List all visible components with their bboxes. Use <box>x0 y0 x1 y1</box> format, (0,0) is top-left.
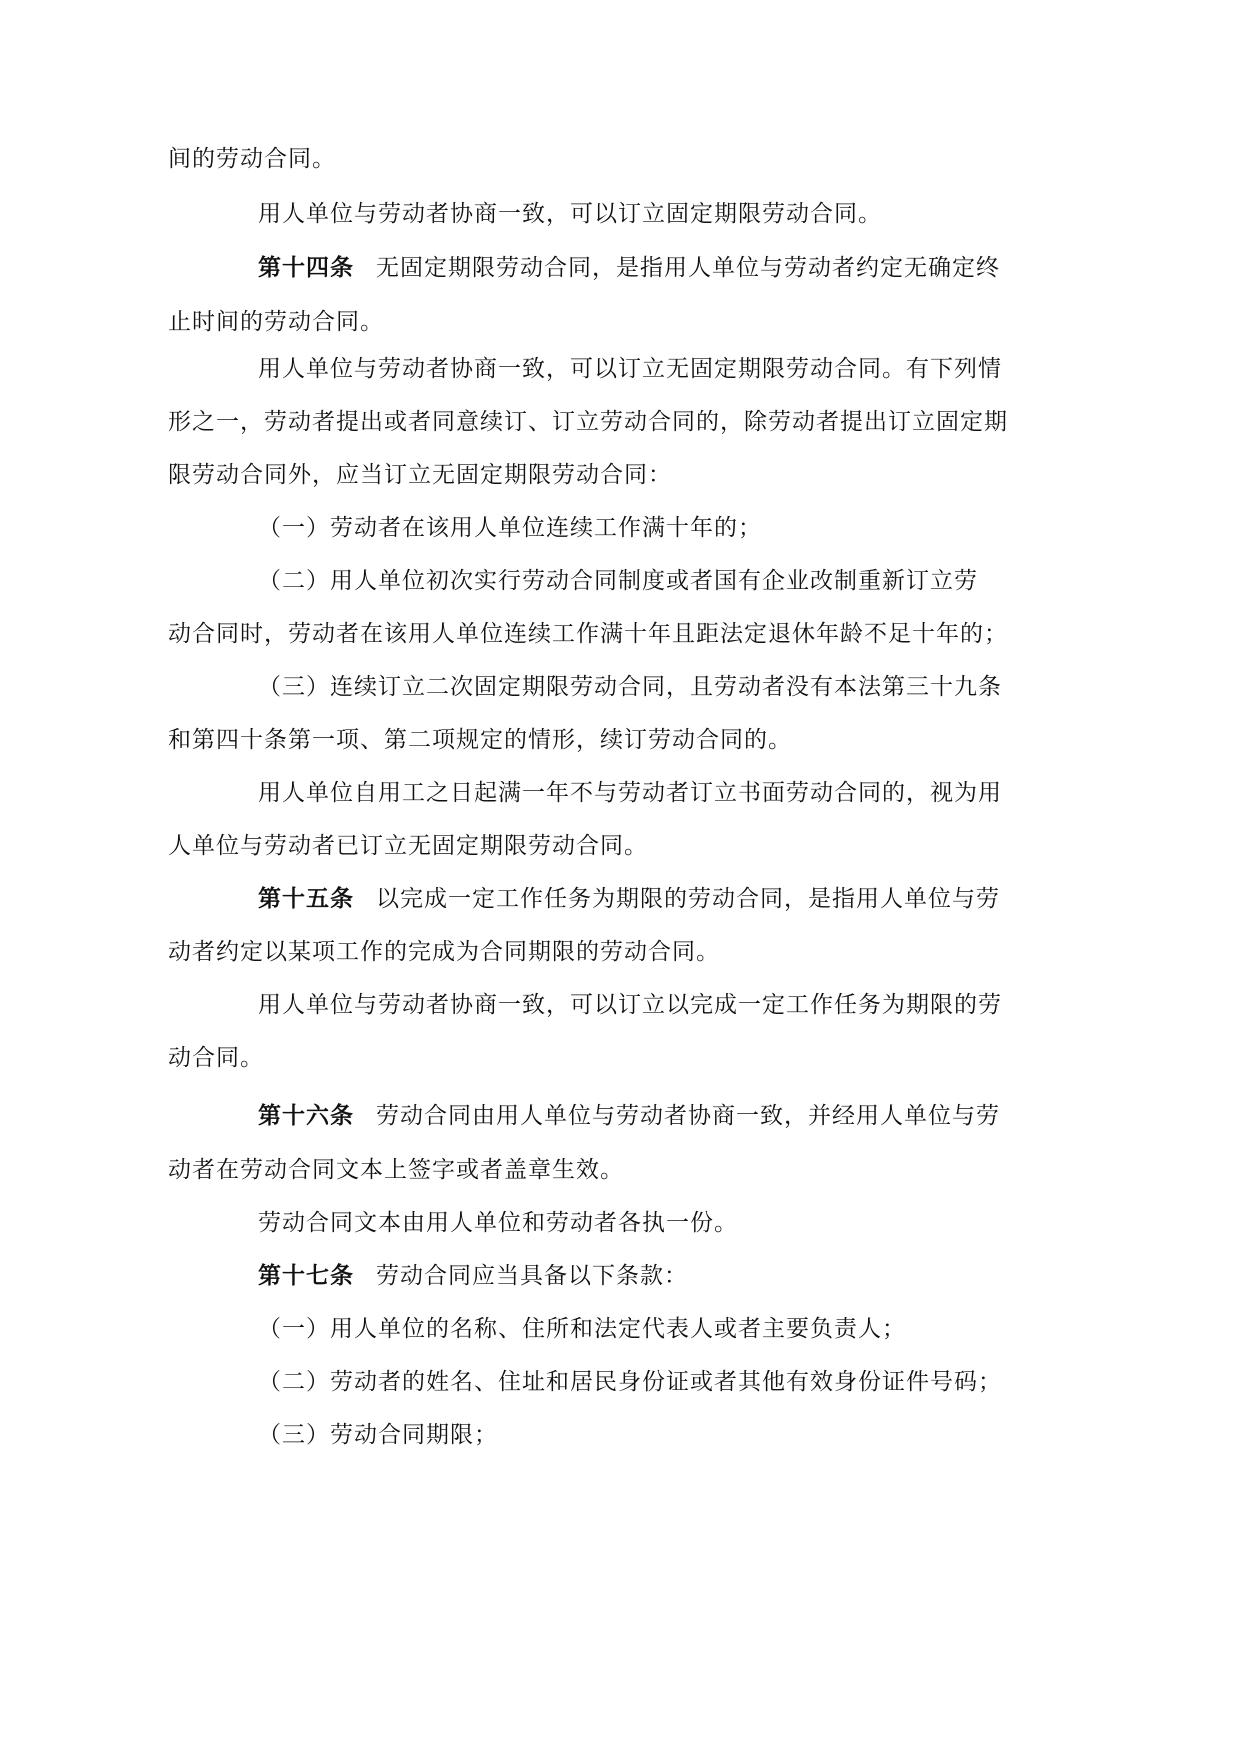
text-line <box>168 307 384 337</box>
text-line <box>168 937 720 967</box>
text-line <box>258 199 882 229</box>
text-line <box>168 407 1008 437</box>
line-text: 劳动合同文本由用人单位和劳动者各执一份。 <box>258 1210 738 1236</box>
text-line <box>168 725 792 755</box>
line-text: （一）劳动者在该用人单位连续工作满十年的； <box>258 515 762 541</box>
article-heading-line <box>258 884 1000 914</box>
line-text: 动合同。 <box>168 1045 264 1071</box>
article-label: 第十五条 <box>258 886 354 912</box>
line-text: 动者约定以某项工作的完成为合同期限的劳动合同。 <box>168 939 720 965</box>
text-line <box>258 354 1002 384</box>
line-text: 动者在劳动合同文本上签字或者盖章生效。 <box>168 1157 624 1183</box>
list-item <box>258 1314 906 1344</box>
article-heading-line <box>258 1101 1000 1131</box>
list-item <box>258 672 1002 702</box>
list-item <box>258 1367 1002 1397</box>
line-text: 止时间的劳动合同。 <box>168 309 384 335</box>
line-text: 间的劳动合同。 <box>168 146 336 172</box>
line-text: 用人单位与劳动者协商一致，可以订立无固定期限劳动合同。有下列情 <box>258 356 1002 382</box>
text-line <box>168 460 672 490</box>
line-text: 劳动合同应当具备以下条款： <box>376 1263 688 1289</box>
line-text: 人单位与劳动者已订立无固定期限劳动合同。 <box>168 833 648 859</box>
text-line <box>258 1208 738 1238</box>
list-item <box>258 566 978 596</box>
line-text: 劳动合同由用人单位与劳动者协商一致，并经用人单位与劳 <box>376 1103 1000 1129</box>
line-text: 限劳动合同外，应当订立无固定期限劳动合同： <box>168 462 672 488</box>
line-text: 以完成一定工作任务为期限的劳动合同，是指用人单位与劳 <box>376 886 1000 912</box>
line-text: （一）用人单位的名称、住所和法定代表人或者主要负责人； <box>258 1316 906 1342</box>
text-line <box>168 144 336 174</box>
article-label: 第十四条 <box>258 255 354 281</box>
text-line <box>258 990 1002 1020</box>
line-text: 用人单位与劳动者协商一致，可以订立固定期限劳动合同。 <box>258 201 882 227</box>
article-label: 第十六条 <box>258 1103 354 1129</box>
text-line <box>168 1155 624 1185</box>
line-text: 用人单位自用工之日起满一年不与劳动者订立书面劳动合同的，视为用 <box>258 780 1002 806</box>
line-text: （二）用人单位初次实行劳动合同制度或者国有企业改制重新订立劳 <box>258 568 978 594</box>
text-line <box>258 778 1002 808</box>
line-text: 和第四十条第一项、第二项规定的情形，续订劳动合同的。 <box>168 727 792 753</box>
line-text: 动合同时，劳动者在该用人单位连续工作满十年且距法定退休年龄不足十年的； <box>168 621 1008 647</box>
line-text: 形之一，劳动者提出或者同意续订、订立劳动合同的，除劳动者提出订立固定期 <box>168 409 1008 435</box>
list-item <box>258 1420 498 1450</box>
article-heading-line <box>258 253 1000 283</box>
line-text: （二）劳动者的姓名、住址和居民身份证或者其他有效身份证件号码； <box>258 1369 1002 1395</box>
line-text: 用人单位与劳动者协商一致，可以订立以完成一定工作任务为期限的劳 <box>258 992 1002 1018</box>
line-text: （三）连续订立二次固定期限劳动合同，且劳动者没有本法第三十九条 <box>258 674 1002 700</box>
article-label: 第十七条 <box>258 1263 354 1289</box>
list-item <box>258 513 762 543</box>
line-text: 无固定期限劳动合同，是指用人单位与劳动者约定无确定终 <box>376 255 1000 281</box>
line-text: （三）劳动合同期限； <box>258 1422 498 1448</box>
text-line <box>168 1043 264 1073</box>
article-heading-line <box>258 1261 688 1291</box>
text-line <box>168 831 648 861</box>
text-line <box>168 619 1008 649</box>
